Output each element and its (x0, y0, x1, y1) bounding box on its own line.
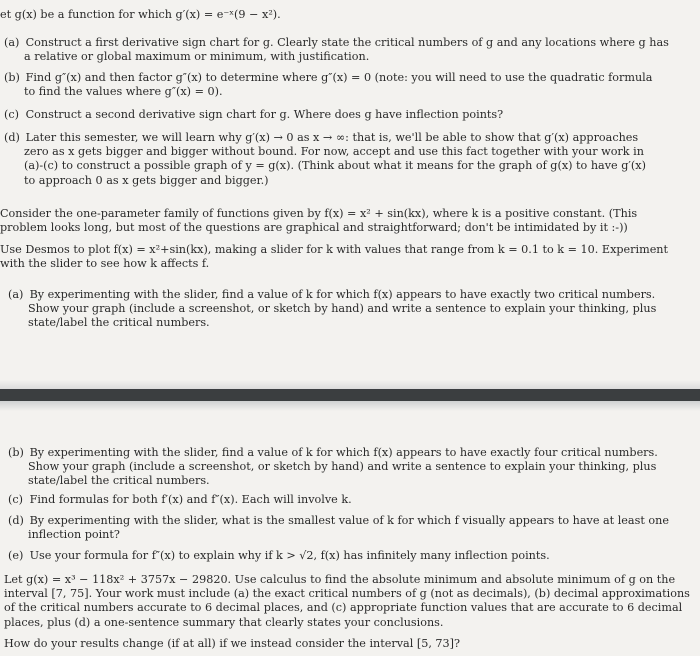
problem-2d (8, 514, 694, 542)
text-2b-line3: state/label the critical numbers. (28, 474, 210, 488)
page-break-shadow (0, 380, 700, 389)
problem-2-intro (0, 207, 700, 235)
problem-1-intro: et g(x) be a function for which g′(x) = e⁻ˣ(9 − x²). (0, 8, 281, 21)
label-1a: (a) (4, 36, 20, 49)
problem-1d (4, 131, 694, 188)
label-2b: (b) (8, 446, 24, 459)
problem-2e (8, 549, 694, 563)
label-2e: (e) (8, 549, 24, 562)
text-2d-line2: inflection point? (28, 528, 120, 542)
text-2b-line2: Show your graph (include a screenshot, or sketch by hand) and write a sentence to explain your thinking, plus (28, 460, 657, 474)
text-2b-line1: By experimenting with the slider, find a value of k for which f(x) appears to have exactly four critical numbers. (29, 446, 658, 459)
problem-2b (8, 446, 694, 489)
problem-3-line1: Let g(x) = x³ − 118x² + 3757x − 29820. Use calculus to find the absolute minimum and absolute minimum of g on the (4, 573, 676, 586)
page-break-band (0, 389, 700, 401)
problem-2-intro-line3: Use Desmos to plot f(x) = x²+sin(kx), making a slider for k with values that range from k = 0.1 to k = 10. Experiment (0, 243, 669, 256)
problem-2-intro-line2: problem looks long, but most of the questions are graphical and straightforward; don't be intimidated by it :-)) (0, 221, 628, 235)
problem-3-line4: places, plus (d) a one-sentence summary that clearly states your conclusions. (4, 615, 444, 629)
problem-2a (8, 288, 694, 331)
text-2e: Use your formula for f″(x) to explain why if k > √2, f(x) has infinitely many inflection points. (29, 549, 550, 562)
label-2c: (c) (8, 493, 23, 506)
label-1d: (d) (4, 131, 20, 144)
problem-3-followup: How do your results change (if at all) if we instead consider the interval [5, 73]? (4, 637, 461, 650)
text-2c: Find formulas for both f′(x) and f″(x). Each will involve k. (29, 493, 352, 506)
label-2a: (a) (8, 288, 24, 301)
label-1c: (c) (4, 108, 19, 121)
problem-1a (4, 36, 694, 64)
label-2d: (d) (8, 514, 24, 527)
text-2a-line3: state/label the critical numbers. (28, 316, 210, 330)
problem-2-intro-line1: Consider the one-parameter family of functions given by f(x) = x² + sin(kx), where k is a positive constant. (This (0, 207, 638, 220)
problem-1b (4, 71, 694, 99)
problem-2-desmos (0, 243, 700, 271)
problem-3-line2: interval [7, 75]. Your work must include (a) the exact critical numbers of g (not as decimals), (b) decimal approximations (4, 587, 690, 601)
text-2d-line1: By experimenting with the slider, what is the smallest value of k for which f visually appears to have at least one (29, 514, 669, 527)
problem-3-line3: of the critical numbers accurate to 6 decimal places, and (c) appropriate function values that are accurate to 6 decimal (4, 601, 683, 615)
text-1c: Construct a second derivative sign chart for g. Where does g have inflection points? (25, 108, 504, 121)
text-1b-line1: Find g″(x) and then factor g″(x) to determine where g″(x) = 0 (note: you will need to use the quadratic formula (25, 71, 653, 84)
text-1b-line2: to find the values where g″(x) = 0). (24, 85, 223, 99)
text-1d-line1: Later this semester, we will learn why g′(x) → 0 as x → ∞: that is, we'll be able to show that g′(x) approaches (25, 131, 639, 144)
text-1d-line4: to approach 0 as x gets bigger and bigger.) (24, 173, 269, 187)
text-2a-line2: Show your graph (include a screenshot, or sketch by hand) and write a sentence to explain your thinking, plus (28, 302, 657, 316)
problem-1c (4, 108, 694, 122)
label-1b: (b) (4, 71, 20, 84)
text-1d-line2: zero as x gets bigger and bigger without bound. For now, accept and use this fact together with your work in (24, 145, 644, 159)
text-2a-line1: By experimenting with the slider, find a value of k for which f(x) appears to have exactly two critical numbers. (29, 288, 656, 301)
text-1d-line3: (a)-(c) to construct a possible graph of y = g(x). (Think about what it means for the graph of g(x) to have g′(x) (24, 159, 646, 173)
problem-2c (8, 493, 694, 507)
problem-2-intro-line4: with the slider to see how k affects f. (0, 257, 210, 271)
text-1a-line2: a relative or global maximum or minimum, with justification. (24, 50, 370, 64)
text-1a-line1: Construct a first derivative sign chart for g. Clearly state the critical numbers of g and any locations where g has (25, 36, 669, 49)
problem-3 (4, 573, 696, 630)
